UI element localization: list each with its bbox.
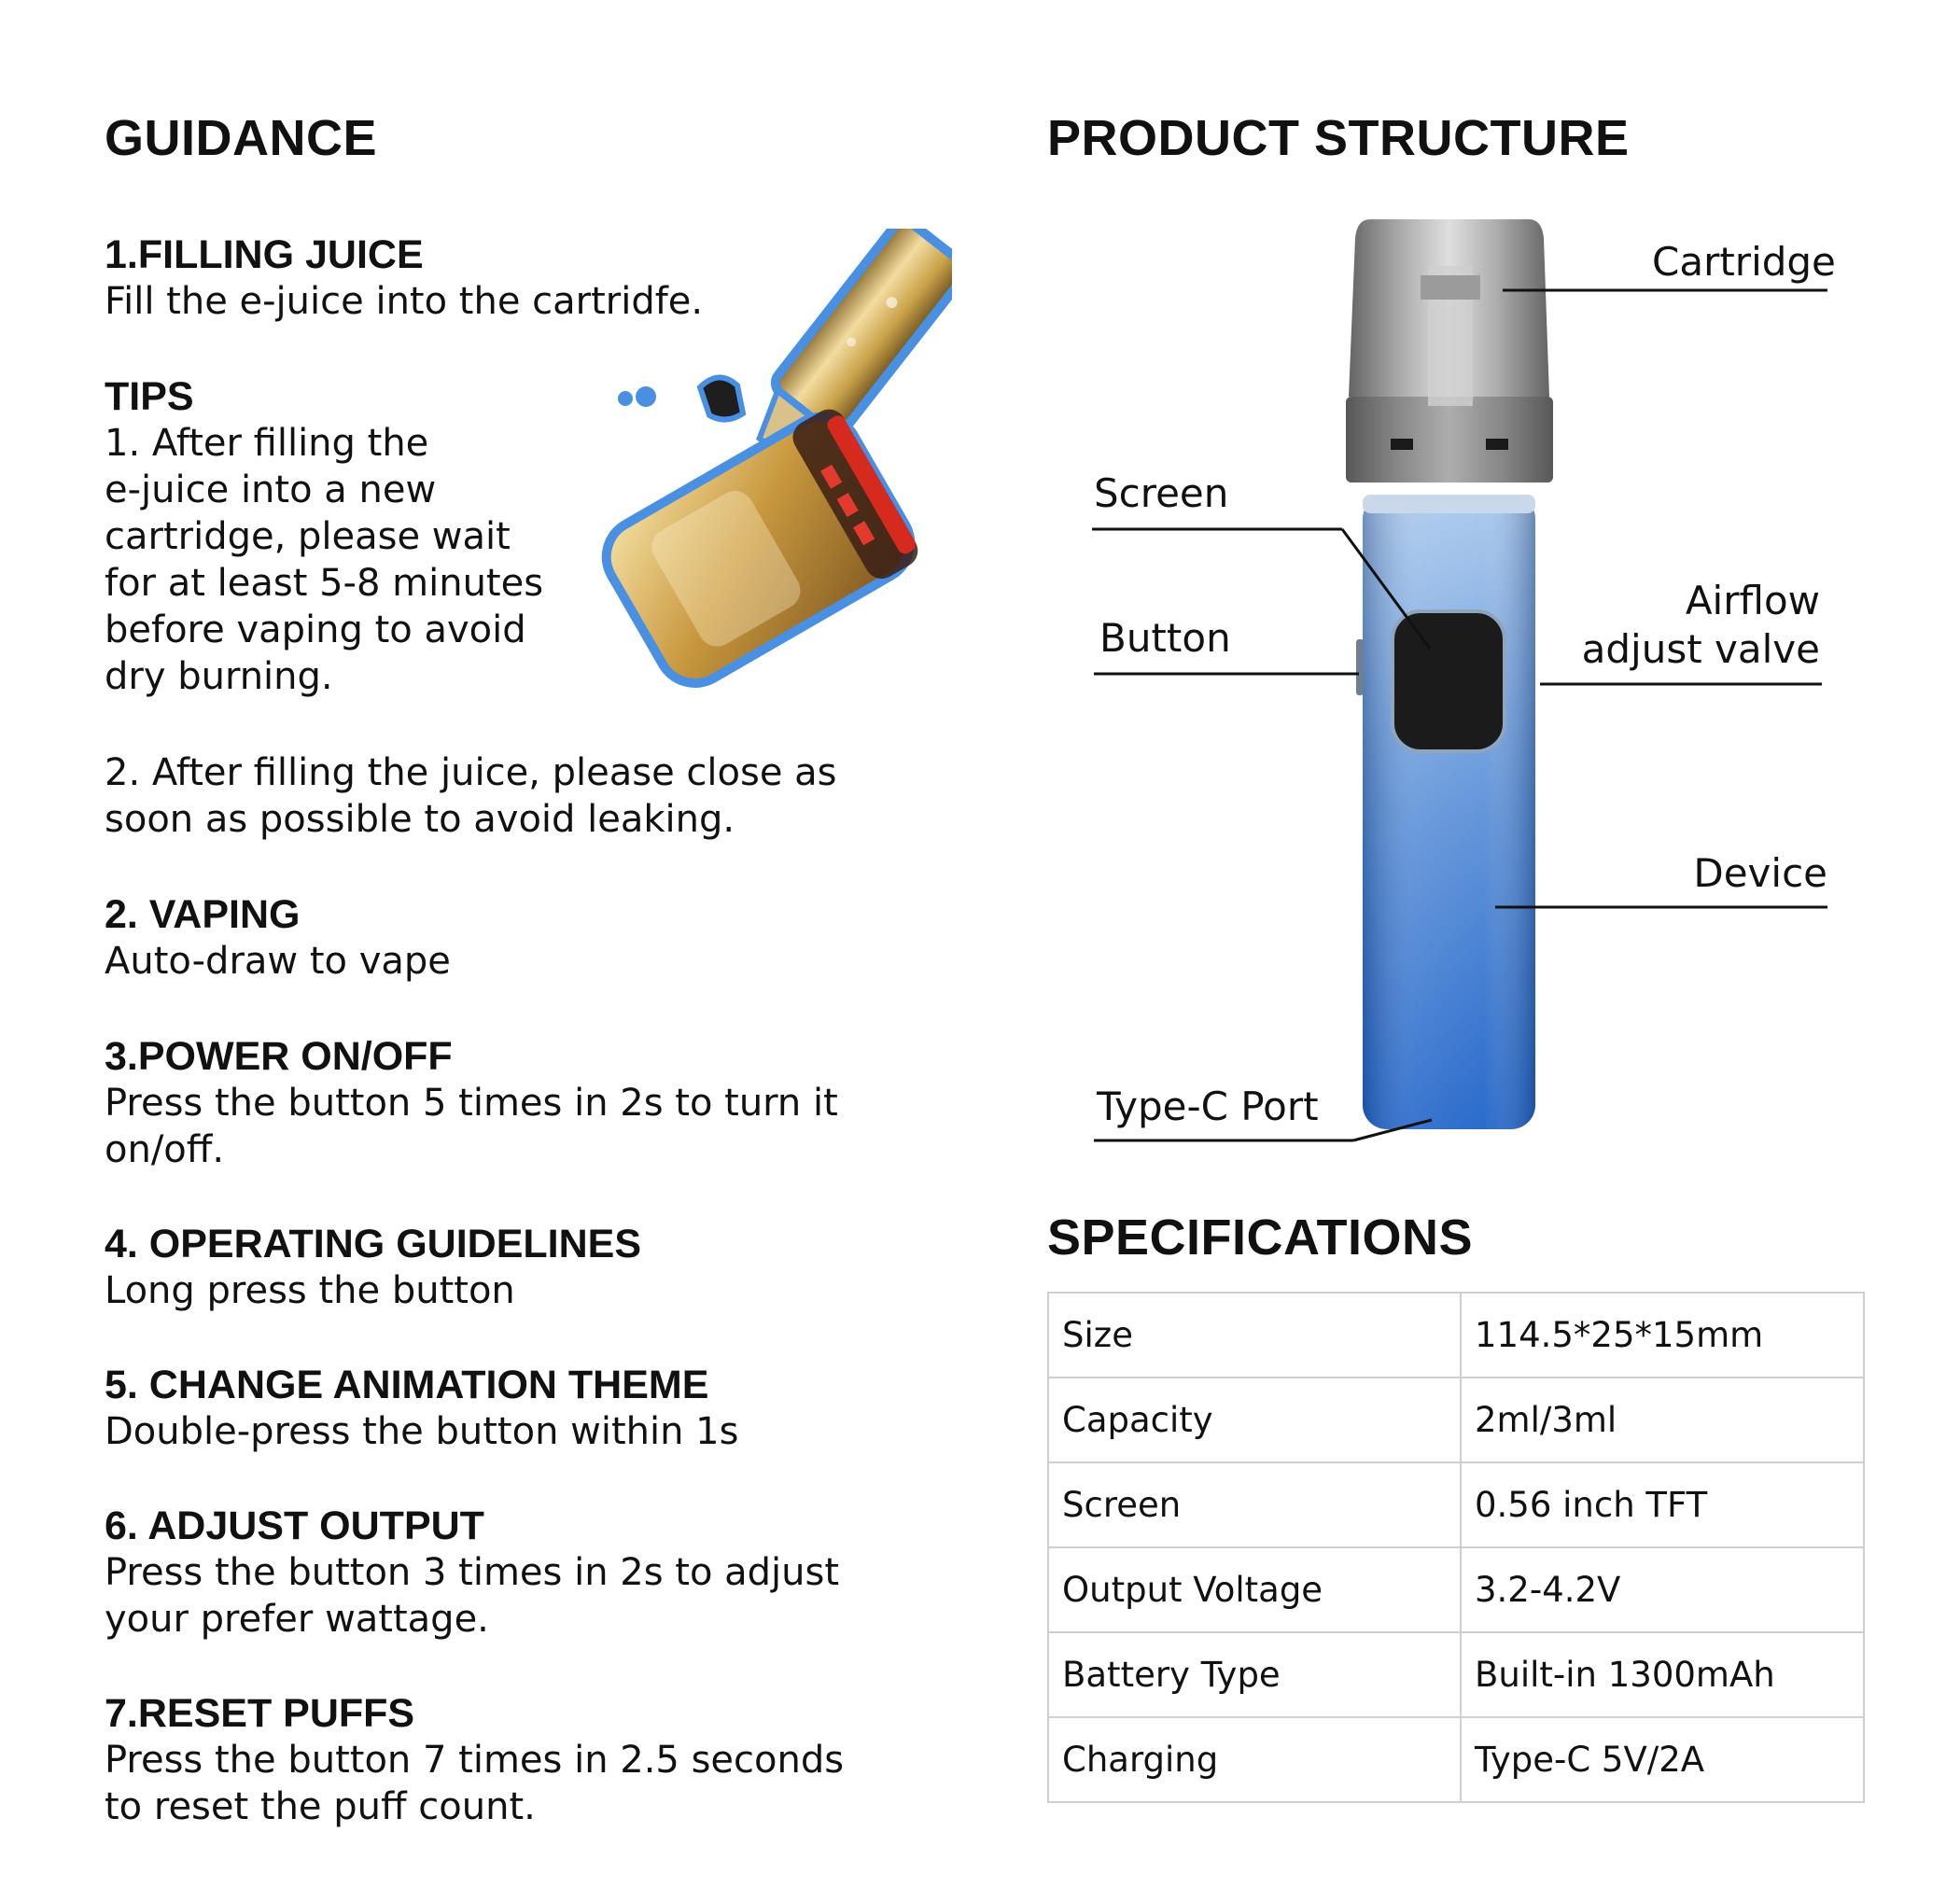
spec-value: Built-in 1300mAh [1461,1632,1864,1717]
tip1-line-6: dry burning. [105,655,333,698]
spec-value: 0.56 inch TFT [1461,1462,1864,1547]
spec-value: 2ml/3ml [1461,1378,1864,1462]
label-button: Button [1099,615,1231,661]
label-screen: Screen [1094,470,1229,516]
cartridge-filling-icon [560,229,952,714]
tips-heading: TIPS [105,374,194,419]
output-heading: 6. ADJUST OUTPUT [105,1503,484,1548]
operating-heading: 4. OPERATING GUIDELINES [105,1222,641,1266]
table-row [1048,1378,1864,1462]
table-row [1048,1462,1864,1547]
spec-key: Size [1048,1293,1461,1378]
table-row [1048,1293,1864,1378]
theme-text: Double-press the button within 1s [105,1410,739,1453]
tip2-line-1: 2. After filling the juice, please close as [105,751,837,794]
spec-value: 3.2-4.2V [1461,1547,1864,1632]
power-line-2: on/off. [105,1128,225,1171]
label-device: Device [1693,850,1827,896]
label-airflow-line-1: Airflow [1685,578,1820,623]
power-line-1: Press the button 5 times in 2s to turn it [105,1082,838,1125]
spec-key: Screen [1048,1462,1461,1547]
spec-key: Output Voltage [1048,1547,1461,1632]
tip1-line-1: 1. After filling the [105,422,429,465]
label-airflow-line-2: adjust valve [1581,626,1820,672]
label-cartridge: Cartridge [1652,239,1836,285]
tip1-line-4: for at least 5-8 minutes [105,562,544,605]
tip1-line-3: cartridge, please wait [105,515,511,558]
output-line-1: Press the button 3 times in 2s to adjust [105,1551,840,1594]
vaping-heading: 2. VAPING [105,892,301,937]
spec-key: Charging [1048,1717,1461,1802]
spec-key: Capacity [1048,1378,1461,1462]
vaping-text: Auto-draw to vape [105,940,451,983]
label-type-c-port: Type-C Port [1097,1084,1319,1129]
specifications-title: SPECIFICATIONS [1047,1210,1474,1266]
table-row [1048,1632,1864,1717]
spec-key: Battery Type [1048,1632,1461,1717]
pod-device-icon [1083,210,1836,1143]
tip1-line-2: e-juice into a new [105,469,437,511]
product-structure-title: PRODUCT STRUCTURE [1047,110,1630,166]
specifications-table [1047,1292,1865,1803]
operating-text: Long press the button [105,1269,515,1312]
reset-line-1: Press the button 7 times in 2.5 seconds [105,1739,845,1782]
power-heading: 3.POWER ON/OFF [105,1034,453,1079]
tip2-line-2: soon as possible to avoid leaking. [105,798,735,841]
guidance-title: GUIDANCE [105,110,378,166]
table-row [1048,1547,1864,1632]
reset-heading: 7.RESET PUFFS [105,1691,415,1736]
filling-juice-heading: 1.FILLING JUICE [105,232,424,277]
reset-line-2: to reset the puff count. [105,1785,536,1828]
theme-heading: 5. CHANGE ANIMATION THEME [105,1363,709,1407]
spec-value: Type-C 5V/2A [1461,1717,1864,1802]
filling-juice-text: Fill the e-juice into the cartridfe. [105,280,704,323]
tip1-line-5: before vaping to avoid [105,608,526,651]
spec-value: 114.5*25*15mm [1461,1293,1864,1378]
output-line-2: your prefer wattage. [105,1598,489,1641]
table-row [1048,1717,1864,1802]
